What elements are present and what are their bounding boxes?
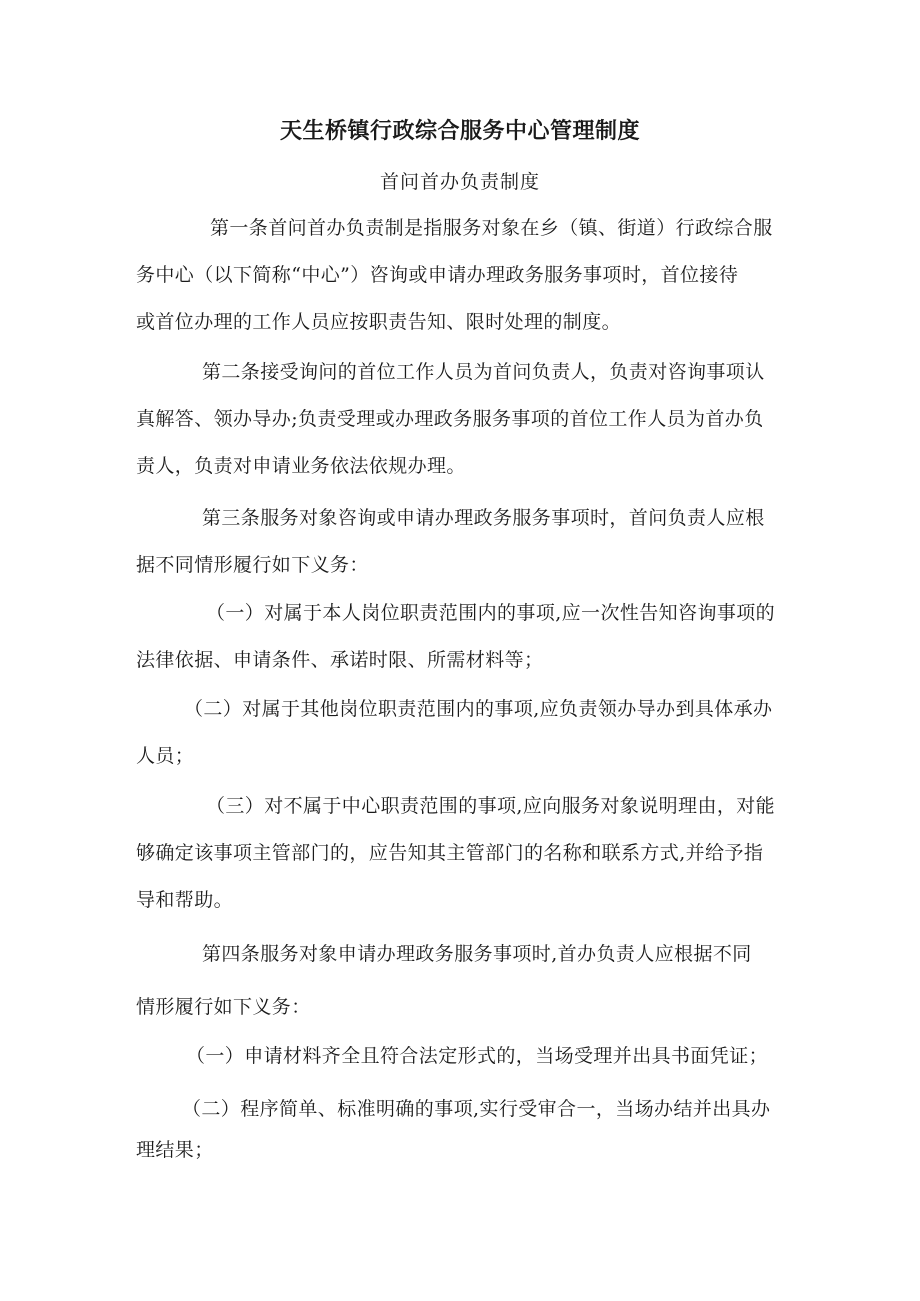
paragraph-line: 第三条服务对象咨询或申请办理政务服务事项时，首问负责人应根: [202, 507, 765, 529]
article-4-item-1: [136, 1033, 786, 1080]
article-4-paragraph: [136, 931, 786, 1031]
document-subtitle: 首问首办负责制度: [379, 171, 540, 193]
article-4-item-2: [136, 1086, 786, 1170]
paragraph-line: 够确定该事项主管部门的，应告知其主管部门的名称和联系方式,并给予指: [136, 842, 764, 864]
paragraph-line: 第二条接受询问的首位工作人员为首问负责人，负责对咨询事项认: [202, 361, 765, 383]
article-3-item-2: [136, 686, 786, 780]
paragraph-line: 法律依据、申请条件、承诺时限、所需材料等；: [136, 649, 544, 671]
paragraph-line: 第一条首问首办负责制是指服务对象在乡（镇、街道）行政综合服: [210, 217, 773, 239]
paragraph-line: （二）对属于其他岗位职责范围内的事项,应负责领办导办到具体承办: [184, 698, 773, 720]
paragraph-line: 第四条服务对象申请办理政务服务事项时,首办负责人应根据不同: [202, 943, 752, 965]
article-3-item-1: [136, 590, 786, 684]
document-title: 天生桥镇行政综合服务中心管理制度: [279, 119, 640, 144]
paragraph-line: 理结果；: [136, 1139, 214, 1161]
paragraph-line: 情形履行如下义务：: [136, 996, 311, 1018]
paragraph-line: 人员；: [136, 745, 195, 767]
paragraph-line: （一）对属于本人岗位职责范围内的事项,应一次性告知咨询事项的: [206, 602, 776, 624]
paragraph-line: 据不同情形履行如下义务：: [136, 554, 369, 576]
paragraph-line: 务中心（以下简称“中心”）咨询或申请办理政务服务事项时，首位接待: [136, 264, 739, 286]
article-2-paragraph: [136, 349, 786, 490]
paragraph-line: （一）申请材料齐全且符合法定形式的，当场受理并出具书面凭证；: [186, 1045, 769, 1067]
article-3-paragraph: [136, 495, 786, 589]
paragraph-line: （二）程序简单、标准明确的事项,实行受审合一，当场办结并出具办: [182, 1098, 771, 1120]
article-1-paragraph: [136, 205, 786, 346]
article-3-item-3: [136, 783, 786, 924]
paragraph-line: （三）对不属于中心职责范围的事项,应向服务对象说明理由，对能: [206, 795, 776, 817]
paragraph-line: 或首位办理的工作人员应按职责告知、限时处理的制度。: [136, 311, 622, 333]
paragraph-line: 责人，负责对申请业务依法依规办理。: [136, 455, 466, 477]
paragraph-line: 导和帮助。: [136, 889, 234, 911]
paragraph-line: 真解答、领办导办;负责受理或办理政务服务事项的首位工作人员为首办负: [136, 408, 764, 430]
